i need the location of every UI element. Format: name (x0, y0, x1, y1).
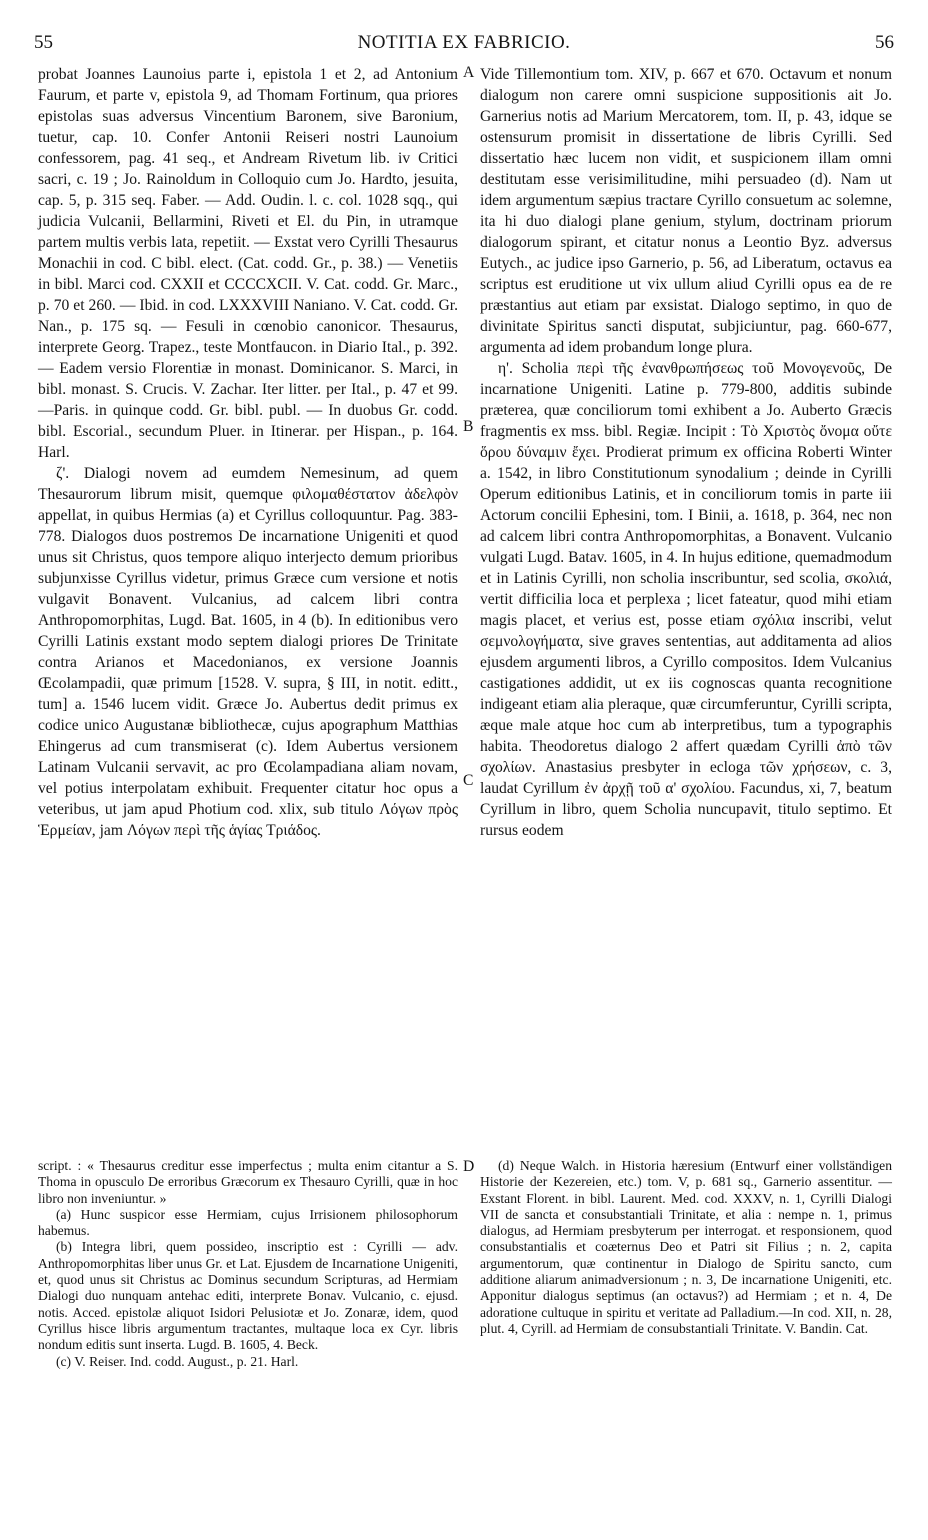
margin-marker-a: A (463, 64, 475, 81)
left-page-number: 55 (34, 32, 53, 53)
running-title: NOTITIA EX FABRICIO. (357, 32, 571, 53)
right-footnotes (480, 1158, 892, 1337)
footnote-continued: script. : « Thesaurus creditur esse imperfectus ; multa enim citantur a S. Thoma in opusculo De erroribus Græcorum ex Thesauro Cyrilli, quæ in hoc libro non inveniuntur. » (38, 1158, 458, 1206)
footnote-b: (b) Integra libri, quem possideo, inscriptio est : Cyrilli — adv. Anthropomorphitas liber unus Gr. et Lat. Ejusdem de Incarnatione Unigeniti, et, quod unus sit Christus ac Dominus secundum Scripturas, ad Hermiam Dialogi duo nunquam antehac editi, interprete Bonav. Vulcanio, c. ejusd. notis. Acced. epistolæ aliquot Isidori Pelusiotæ et Jo. Zonaræ, idem, quod Cyrillus hisce libris argumentum tractantes, multaque loca ex Cyr. libris nondum editis sunt inserta. Lugd. B. 1605, 4. Beck. (38, 1239, 458, 1353)
right-paragraph-1: Vide Tillemontium tom. XIV, p. 667 et 670. Octavum et nonum dialogum non carere omni suspicione suppositionis ait Jo. Garnerius notis ad Marium Mercatorem, tom. II, p. 43, idque se ostensurum promisit in dissertatione de libris Cyrilli. Sed dissertatio hæc lucem non vidit, et suspicionem illam omni destitutam esse verisimilitudine, mihi persuadeo (d). Nam ut idem argumentum sæpius tractare Cyrillo consuetum ac solemne, ita hi duo dialogi plane genium, stylum, doctrinam priorum dialogorum spirant, et citatur nonus a Leontio Byz. adversus Eutych., ac judice ipso Garnerio, p. 56, ad Liberatum, octavus ea scriptus est eruditione ut vix ullum aliud Cyrilli opus ea de re præstantius aut etiam par exsistat. Dialogo septimo, in quo de divinitate Spiritus sancti disputat, subjiciuntur, pag. 660-677, argumenta ad idem probandum longe plura. (480, 66, 892, 356)
running-header (34, 32, 894, 58)
margin-marker-c: C (463, 772, 474, 789)
footnote-a: (a) Hunc suspicor esse Hermiam, cujus Irrisionem philosophorum habemus. (38, 1206, 458, 1239)
left-paragraph-2: ζ'. Dialogi novem ad eumdem Nemesinum, ad quem Thesaurorum librum misit, quemque φιλομαθέστατον ἀδελφὸν appellat, in quibus Hermias (a) et Cyrillus colloquuntur. Pag. 383-778. Dialogos duos postremos De incarnatione Unigeniti et quod unus sit Christus, quos tempore aliquo interjecto demum prioribus subjunxisse Cyrillus videtur, primus Græce cum versione et notis vulgavit Bonavent. Vulcanius, ad calcem libri contra Anthropomorphitas, Lugd. Bat. 1605, in 4 (b). In editionibus vero Cyrilli Latinis exstant modo septem dialogi priores De Trinitate contra Arianos et Macedonianos, ex versione Joannis Œcolampadii, quæ primum [1528. V. supra, § III, in notit. editt., tum] a. 1546 lucem vidit. Græce Jo. Aubertus dedit primus ex codice unico Augustanæ bibliothecæ, cujus apographum Matthias Ehingerus ad cum transmiserat (c). Idem Aubertus versionem Latinam Vulcanii servavit, ac pro Œcolampadiana aliam novam, vel potius interpolatam exhibuit. Frequenter citatur hoc opus a veteribus, ut jam apud Photium cod. xlix, sub titulo Λόγων πρὸς Ἑρμείαν, jam Λόγων περὶ τῆς ἁγίας Τριάδος. (38, 465, 458, 839)
left-paragraph-1: probat Joannes Launoius parte i, epistola 1 et 2, ad Antonium Faurum, et parte v, epistola 9, ad Thomam Fortinum, qua priores epistolas suas adversus Vincentium Baronem, sive Baronium, tuetur, cap. 10. Confer Antonii Reiseri nostri Launoium confessorem, pag. 41 seq., et Andream Rivetum lib. iv Critici sacri, c. 19 ; Jo. Rainoldum in Colloquio cum Jo. Hardto, jesuita, cap. 5, p. 315 seq. Faber. — Add. Oudin. l. c. col. 1028 sqq., qui judicia Vulcanii, Bellarmini, Riveti et El. du Pin, in utramque partem multis verbis lata, repetiit. — Exstat vero Cyrilli Thesaurus Monachii in cod. C bibl. elect. (Cat. codd. Gr., p. 38.) — Venetiis in bibl. Marci cod. CXXII et CCCCXCII. V. Cat. codd. Gr. Marc., p. 70 et 260. — Ibid. in cod. LXXXVIII Naniano. V. Cat. codd. Gr. Nan., p. 175 sq. — Fesuli in cœnobio canonicor. Thesaurus, interprete Georg. Trapez., teste Montfaucon. in Diario Ital., p. 392. — Eadem versio Florentiæ in monast. Dominicanor. S. Marci, in bibl. monast. S. Crucis. V. Zachar. Iter litter. per Ital., p. 47 et 99.—Paris. in quinque codd. Gr. bibl. publ. — In duobus Gr. codd. bibl. Escorial., secundum Pluer. in Itinerar. per Hispan., p. 164. Harl. (38, 66, 458, 461)
right-paragraph-2: η'. Scholia περὶ τῆς ἐνανθρωπήσεως τοῦ Μονογενοῦς, De incarnatione Unigeniti. Latine p. 779-800, additis subinde præterea, quæ conciliorum tomi exhibent a Jo. Auberto Græcis fragmentis ex mss. bibl. Regiæ. Incipit : Τὸ Χριστὸς ὄνομα οὔτε ὅρου δύναμιν ἔχει. Prodierat primum ex officina Roberti Winter a. 1542, in libro Constitutionum synodalium ; deinde in Cyrilli Operum editionibus Latinis, et in conciliorum tomis in parte iii Actorum concilii Ephesini, tom. I Binii, a. 1618, p. 364, nec non ad calcem libri contra Anthropomorphitas, a Bonavent. Vulcanio vulgati Lugd. Batav. 1605, in 4. In hujus editione, quemadmodum et in Latinis Cyrilli, non scholia inscribuntur, sed scolia, σκολιά, vertit difficilia loca et perplexa ; licet fateatur, quod mihi etiam magis placet, et verius est, posse etiam σχόλια inscribi, velut σεμνολογήματα, sive graves sententias, aut additamenta ad alios ejusdem argumenti libros, a Cyrillo compositos. Idem Vulcanius castigationes addidit, ut ex iis cognoscas quanta recognitione indigeant etiam alia pleraque, quæ circumferuntur, Cyrilli scripta, æque male atque hoc cum ab interpretibus, tum a typographis habita. Theodoretus dialogo 2 affert quædam Cyrilli ἀπὸ τῶν σχολίων. Anastasius presbyter in ecloga τῶν χρήσεων, c. 3, laudat Cyrillum ἐν ἀρχῇ τοῦ α' σχολίου. Facundus, xi, 7, beatum Cyrillum in libro, quem Scholia nuncupavit, titulo septimo. Et rursus eodem (480, 360, 892, 839)
right-text-column (480, 64, 892, 841)
footnote-c: (c) V. Reiser. Ind. codd. August., p. 21. Harl. (56, 1353, 299, 1369)
margin-marker-b: B (463, 418, 474, 435)
right-page-number: 56 (875, 32, 894, 53)
footnote-d: (d) Neque Walch. in Historia hæresium (Entwurf einer vollständigen Historie der Kezereien, etc.) tom. V, p. 681 sq., Garnerio assentitur. — Exstant Florent. in bibl. Laurent. Med. cod. XXXV, n. 1, Cyrilli Dialogi VII de sancta et consubstantiali Trinitate, et alia : nempe n. 1, primus dialogus, ad Hermiam presbyterum per interrogat. et responsionem, quod consubstantialis et coæternus Deo et Patri sit Filius ; n. 2, capita argumentorum, quæ continentur in Dialogo de Spiritu sancto, cum additione aliarum animadversionum ; n. 3, De incarnatione Unigeniti, etc. Apponitur dialogus septimus (an octavus?) ad Hermiam ; et n. 4, De adoratione cultuque in spiritu et veritate ad Palladium.—In cod. XII, n. 28, plut. 4, Cyrill. ad Hermiam de consubstantiali Trinitate. V. Bandin. Cat. (480, 1158, 892, 1336)
left-footnotes (38, 1158, 458, 1370)
margin-marker-d: D (463, 1158, 475, 1175)
left-text-column (38, 64, 458, 841)
